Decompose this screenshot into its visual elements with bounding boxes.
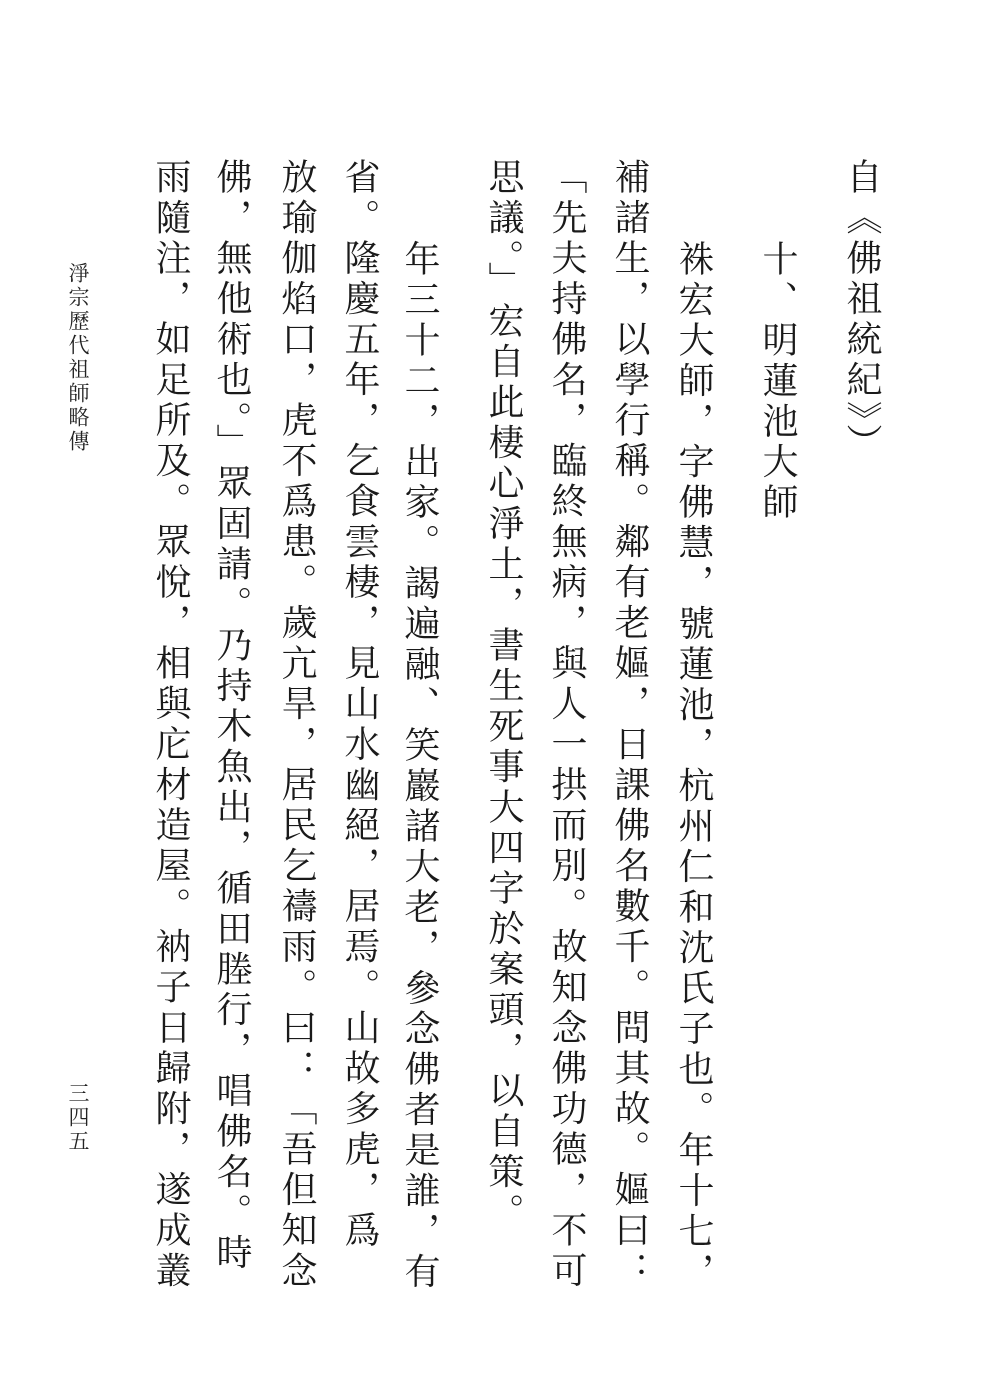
text-column-5: 「先夫持佛名，臨終無病，與人一拱而別。故知念佛功德，不可 [546, 158, 587, 1292]
page-number: 三四五 [66, 1082, 90, 1154]
text-column-1: 自《佛祖統紀》） [841, 158, 882, 464]
section-heading: 十、明蓮池大師 [757, 240, 798, 524]
text-column-7: 年三十二，出家。謁遍融、笑巖諸大老，參念佛者是誰，有 [399, 240, 440, 1293]
text-column-11: 雨隨注，如足所及。眾悅，相與庀材造屋。衲子日歸附，遂成叢 [150, 158, 191, 1292]
text-column-3: 袾宏大師，字佛慧，號蓮池，杭州仁和沈氏子也。年十七， [673, 240, 714, 1293]
text-column-8: 省。隆慶五年，乞食雲棲，見山水幽絕，居焉。山故多虎，爲 [339, 158, 380, 1252]
text-column-4: 補諸生，以學行稱。鄰有老嫗，日課佛名數千。問其故。嫗曰： [609, 158, 650, 1292]
text-column-6: 思議。」宏自此棲心淨土，書生死事大四字於案頭，以自策。 [483, 158, 524, 1234]
text-column-10: 佛，無他術也。」眾固請。乃持木魚出，循田塍行，唱佛名。時 [211, 158, 252, 1274]
text-column-9: 放瑜伽焰口，虎不爲患。歲亢旱，居民乞禱雨。曰：「吾但知念 [276, 158, 317, 1292]
running-title: 淨宗歷代祖師略傳 [66, 262, 90, 454]
